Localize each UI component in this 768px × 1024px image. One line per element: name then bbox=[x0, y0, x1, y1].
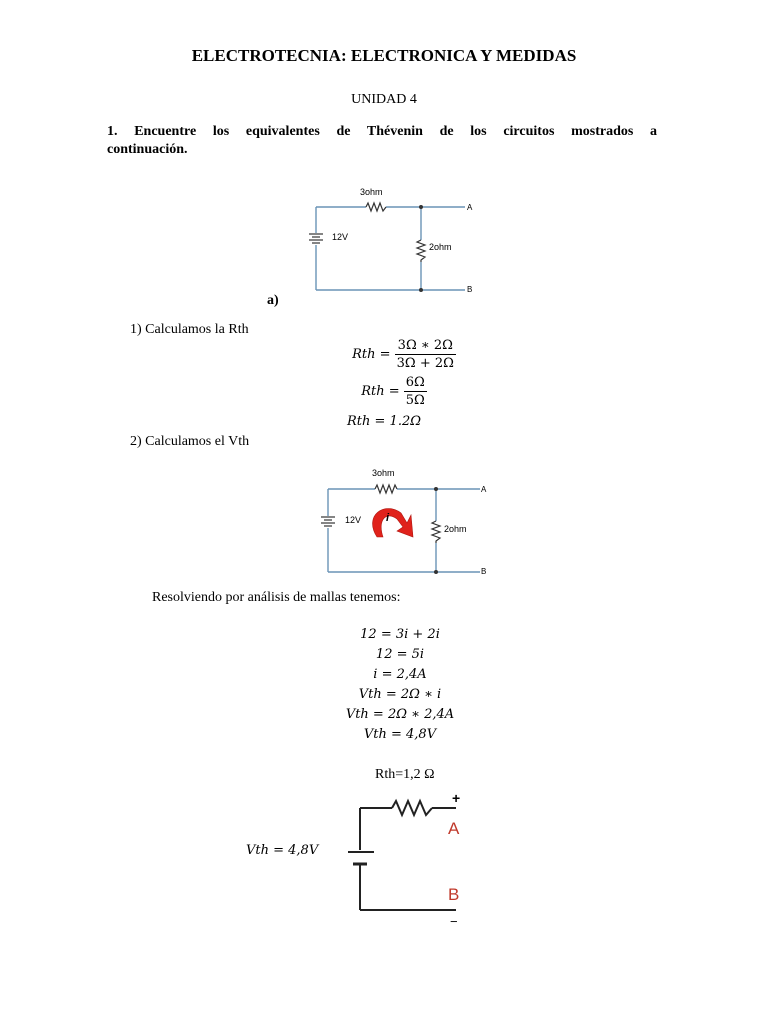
step-1-label: 1) Calculamos la Rth bbox=[130, 322, 249, 337]
thevenin-wires bbox=[360, 808, 456, 910]
thevenin-equivalent-diagram bbox=[340, 788, 480, 928]
mesh-intro: Resolviendo por análisis de mallas tenemos: bbox=[152, 590, 401, 605]
equation-rth-3: Rth = 1.2Ω bbox=[347, 414, 421, 429]
circuit-2-node-b-label: B bbox=[481, 567, 487, 576]
equation-rth-1: Rth = $\frac{3\Omega ∗ 2\Omega}{3\Omega + 2\Omega}$ bbox=[352, 338, 454, 371]
plus-sign: + bbox=[452, 790, 461, 806]
circuit-diagram-1 bbox=[300, 180, 500, 295]
vth-result-label: Vth = 4,8V bbox=[246, 843, 319, 858]
mesh-eq-5: Vth = 2Ω ∗ 2,4A bbox=[345, 707, 455, 722]
circuit-1-battery bbox=[309, 234, 323, 243]
current-arrow-icon bbox=[373, 509, 413, 537]
rth-result-label: Rth=1,2 Ω bbox=[375, 767, 435, 782]
circuit-2-r-top-label: 3ohm bbox=[372, 468, 395, 478]
circuit-1-resistor-right bbox=[417, 240, 425, 262]
circuit-2-resistor-right bbox=[432, 521, 440, 543]
mesh-eq-6: Vth = 4,8V bbox=[363, 727, 437, 742]
document-title: ELECTROTECNIA: ELECTRONICA Y MEDIDAS bbox=[191, 46, 577, 65]
circuit-1-node-b-label: B bbox=[467, 285, 473, 294]
step-2-label: 2) Calculamos el Vth bbox=[130, 434, 250, 449]
circuit-diagram-2 bbox=[315, 465, 515, 580]
circuit-2-source-label: 12V bbox=[345, 515, 362, 525]
minus-sign: − bbox=[450, 914, 458, 928]
circuit-1-source-label: 12V bbox=[332, 232, 349, 242]
question-text-continuation: continuación. bbox=[107, 142, 188, 157]
part-label: a) bbox=[267, 293, 279, 308]
mesh-eq-3: i = 2,4A bbox=[373, 667, 427, 682]
circuit-1-r-right-label: 2ohm bbox=[429, 242, 452, 252]
thevenin-resistor bbox=[392, 801, 432, 815]
circuit-2-battery bbox=[321, 517, 335, 526]
circuit-2-r-right-label: 2ohm bbox=[444, 524, 467, 534]
circuit-2-resistor-top bbox=[375, 485, 397, 493]
equation-rth-2: Rth = $\frac{6\Omega}{5\Omega}$ bbox=[361, 375, 425, 408]
circuit-2-node-bottom bbox=[434, 570, 438, 574]
mesh-eq-4: Vth = 2Ω ∗ i bbox=[358, 687, 442, 702]
circuit-1-node-bottom bbox=[419, 288, 423, 292]
circuit-1-r-top-label: 3ohm bbox=[360, 187, 383, 197]
circuit-1-resistor-top bbox=[366, 203, 386, 211]
mesh-eq-1: 12 = 3i + 2i bbox=[360, 627, 440, 642]
unit-heading: UNIDAD 4 bbox=[351, 92, 417, 107]
circuit-1-node-a-label: A bbox=[467, 203, 473, 212]
mesh-eq-2: 12 = 5i bbox=[375, 647, 425, 662]
current-label: i bbox=[386, 512, 390, 524]
circuit-1-node-top bbox=[419, 205, 423, 209]
terminal-b-label: B bbox=[448, 885, 460, 904]
circuit-2-node-top bbox=[434, 487, 438, 491]
terminal-a-label: A bbox=[448, 819, 460, 838]
circuit-2-node-a-label: A bbox=[481, 485, 487, 494]
question-text: 1. Encuentre los equivalentes de Thévenin de los circuitos mostrados a bbox=[107, 124, 657, 139]
